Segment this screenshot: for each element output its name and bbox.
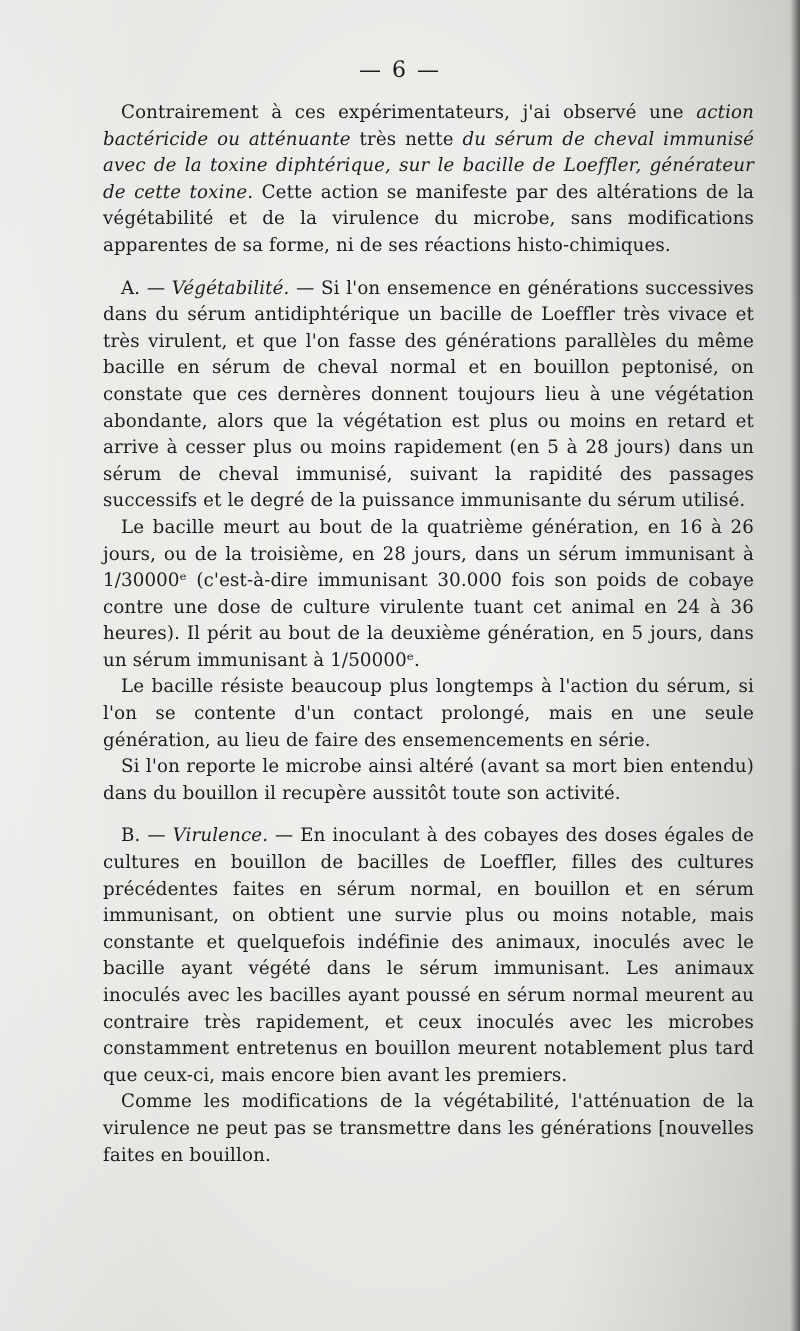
text-run: A. — xyxy=(121,277,172,299)
italic-run: du sérum de cheval immunisé avec de la toxine diphtérique, sur le bacille de Loeffler, générateur de cette toxine. xyxy=(103,128,755,203)
text-run: — En inoculant à des cobayes des doses égales de cultures en bouillon de bacilles de Loeffler, filles des cultures précédentes faites en sérum normal, en bouillon et en sérum immunisant, on obtient une survie plus ou moins notable, mais constante et quelquefois indéfinie des animaux, inoculés avec le bacille ayant végété dans le sérum immunisant. Les animaux inoculés avec les bacilles ayant poussé en sérum normal meurent au contraire très rapidement, et ceux inoculés avec les microbes constamment entretenus en bouillon meurent notablement plus tard que ceux-ci, mais encore bien avant les premiers. xyxy=(103,825,754,1086)
text-run: B. — xyxy=(121,825,173,847)
page-number: — 6 — xyxy=(359,58,441,83)
body-text xyxy=(103,100,754,1169)
italic-run: Virulence. xyxy=(172,825,269,847)
text-run: — Si l'on ensemence en générations successives dans du sérum antidiphtérique un bacille de Loeffler très vivace et très virulent, et que l'on fasse des générations parallèles du même bacille en sérum de cheval normal et en bouillon peptonisé, on constate que ces dernères donnent toujours lieu à une végétation abondante, alors que la végétation est plus ou moins en retard et arrive à cesser plus ou moins rapidement (en 5 à 28 jours) dans un sérum de cheval immunisé, suivant la rapidité des passages successifs et le degré de la puissance immunisante du sérum utilisé. xyxy=(103,277,754,512)
italic-run: Végétabilité. xyxy=(171,277,290,299)
paragraph-intro xyxy=(103,100,754,260)
text-run: Le bacille résiste beaucoup plus longtemps à l'action du sérum, si l'on se contente d'un contact prolongé, mais en une seule génération, au lieu de faire des ensemencements en série. xyxy=(103,676,754,751)
text-run: Cette action se manifeste par des altérations de la végétabilité et de la virulence du microbe, sans modifications apparentes de sa forme, ni de ses réactions histo-chimiques. xyxy=(103,181,754,256)
text-run: Si l'on reporte le microbe ainsi altéré (avant sa mort bien entendu) dans du bouillon il recupère aussitôt toute son activité. xyxy=(103,756,754,804)
paragraph-vegetabilite xyxy=(103,276,754,515)
text-run: très nette xyxy=(350,128,463,150)
paragraph-reporte-microbe xyxy=(103,754,754,807)
paragraph-bacille-resiste xyxy=(103,674,754,754)
paragraph-bacille-meurt xyxy=(103,515,754,675)
text-run: Le bacille meurt au bout de la quatrième génération, en 16 à 26 jours, ou de la troisième, en 28 jours, dans un sérum immunisant à 1/30000ᵉ (c'est-à-dire immunisant 30.000 fois son poids de cobaye contre une dose de culture virulente tuant cet animal en 24 à 36 heures). Il périt au bout de la deuxième génération, en 5 jours, dans un sérum immunisant à 1/50000ᵉ. xyxy=(103,516,754,671)
italic-run: action bactéricide ou atténuante xyxy=(103,102,754,150)
text-run: Comme les modifications de la végétabilité, l'atténuation de la virulence ne peut pas se transmettre dans les générations [nouvelles faites en bouillon. xyxy=(103,1091,754,1166)
paragraph-modifications xyxy=(103,1089,754,1169)
paragraph-virulence xyxy=(103,823,754,1089)
text-run: Contrairement à ces expérimentateurs, j'ai observé une xyxy=(121,102,697,123)
